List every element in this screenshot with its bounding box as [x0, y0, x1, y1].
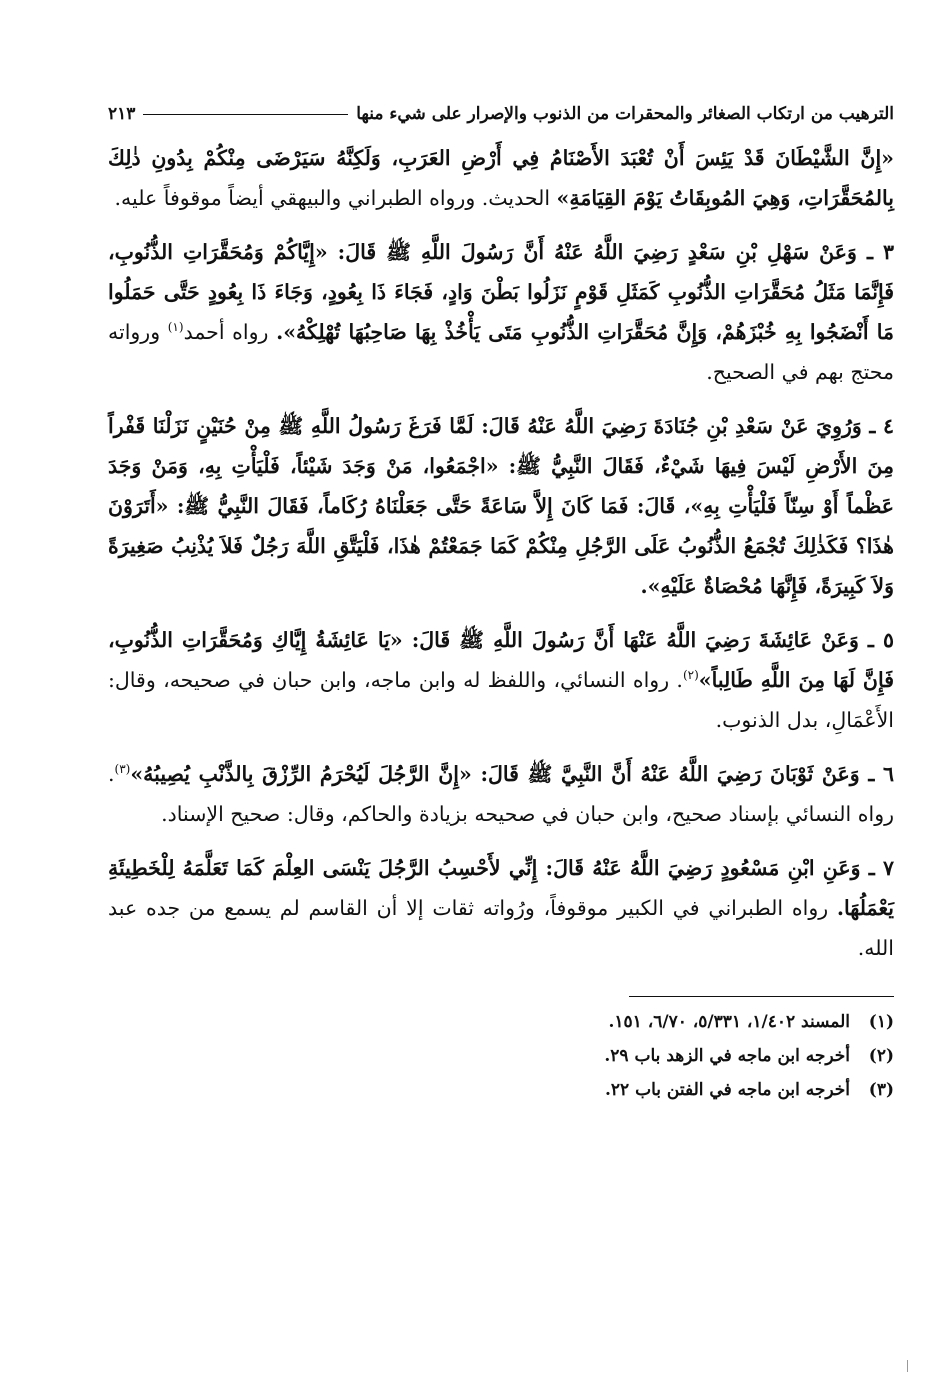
footnote-text: أخرجه ابن ماجه في الزهد باب ٢٩.	[604, 1046, 850, 1066]
paragraph-hadith-5	[108, 620, 894, 740]
scan-edge-mark	[907, 1360, 908, 1372]
paragraph-continuation	[108, 138, 894, 218]
paragraph-hadith-7	[108, 848, 894, 968]
hadith-text: وَعَنْ سَهْلِ بْنِ سَعْدٍ رَضِيَ اللَّهُ عَنْهُ أَنَّ رَسُولَ اللَّهِ ﷺ قَالَ: «إِيَّاكُمْ وَمُحَقَّرَاتِ الذُّنُوبِ، فَإِنَّمَا مَثَلُ مُحَقَّرَاتِ الذُّنُوبِ كَمَثَلِ قَوْمٍ نَزَلُوا بَطْنَ وَادٍ، فَجَاءَ ذَا بِعُودٍ، وَجَاءَ ذَا بِعُودٍ حَتَّى حَمَلُوا مَا أَنْضَجُوا بِهِ خُبْزَهُمْ، وَإِنَّ مُحَقَّرَاتِ الذُّنُوبِ مَتَى يَأْخُذْ بِهَا صَاحِبُهَا تُهْلِكْهُ».	[108, 240, 895, 344]
footnote-text: أخرجه ابن ماجه في الفتن باب ٢٢.	[604, 1080, 850, 1100]
footnote-number: (٢)	[868, 1046, 894, 1066]
paragraph-hadith-4	[108, 406, 894, 606]
footnote-item	[108, 1039, 894, 1073]
hadith-text: وَرُوِيَ عَنْ سَعْدِ بْنِ جُنَادَةَ رَضِيَ اللَّهُ عَنْهُ قَالَ: لَمَّا فَرَغَ رَسُولُ اللَّهِ ﷺ مِنْ حُنَيْنٍ نَزَلْنَا قَفْراً مِنَ الأَرْضِ لَيْسَ فِيهَا شَيْءٌ، فَقَالَ النَّبِيُّ ﷺ: «اجْمَعُوا، مَنْ وَجَدَ شَيْئاً، فَلْيَأْتِ بِهِ، وَمَنْ وَجَدَ عَظْماً أَوْ سِنّاً فَلْيَأْتِ بِهِ»، قَالَ: فَمَا كَانَ إِلاَّ سَاعَةً حَتَّى جَعَلْنَاهُ رُكَاماً، فَقَالَ النَّبِيُّ ﷺ: «أَتَرَوْنَ هٰذَا؟ فَكَذٰلِكَ تُجْمَعُ الذُّنُوبُ عَلَى الرَّجُلِ مِنْكُمْ كَمَا جَمَعْتُمْ هٰذَا، فَلْيَتَّقِ اللَّهَ رَجُلٌ فَلاَ يُذْنِبُ صَغِيرَةً وَلاَ كَبِيرَةً، فَإِنَّهَا مُحْصَاةٌ عَلَيْهِ».	[108, 414, 894, 598]
footnote-ref[interactable]: (١)	[167, 320, 184, 335]
footnote-divider	[629, 996, 894, 997]
body-text	[108, 138, 894, 968]
footnote-number: (١)	[868, 1012, 894, 1032]
header-rule	[143, 114, 348, 115]
hadith-comment: . رواه النسائي بإسناد صحيح، وابن حبان في صحيحه بزيادة والحاكم، وقال: صحيح الإسناد.	[108, 762, 894, 826]
page-number: ٢١٣	[108, 104, 136, 124]
hadith-text: وَعَنِ ابْنِ مَسْعُودٍ رَضِيَ اللَّهُ عَنْهُ قَالَ: إِنِّي لأَحْسِبُ الرَّجُلَ يَنْسَى العِلْمَ كَمَا تَعَلَّمَهُ لِلْخَطِيئَةِ يَعْمَلُهَا.	[108, 856, 894, 920]
book-page	[108, 88, 894, 1107]
running-header	[108, 88, 894, 124]
footnote-item	[108, 1005, 894, 1039]
hadith-comment: الحديث. ورواه الطبراني والبيهقي أيضاً موقوفاً عليه.	[114, 186, 557, 210]
hadith-number: ٤ ـ	[861, 414, 895, 438]
hadith-text: «إِنَّ الشَّيْطَانَ قَدْ يَئِسَ أَنْ تُعْبَدَ الأَصْنَامُ فِي أَرْضِ العَرَبِ، وَلَكِنَّهُ سَيَرْضَى مِنْكُمْ بِدُونِ ذٰلِكَ بِالمُحَقَّرَاتِ، وَهِيَ المُوبِقَاتُ يَوْمَ القِيَامَةِ»	[108, 146, 894, 210]
footnote-number: (٣)	[868, 1080, 894, 1100]
footnotes	[108, 1005, 894, 1107]
footnote-text: المسند ١/٤٠٢، ٥/٣٣١، ٦/٧٠، ١٥١.	[608, 1012, 850, 1032]
paragraph-hadith-6	[108, 754, 894, 834]
hadith-text: وَعَنْ عَائِشَةَ رَضِيَ اللَّهُ عَنْهَا أَنَّ رَسُولَ اللَّهِ ﷺ قَالَ: «يَا عَائِشَةُ إِيَّاكِ وَمُحَقَّرَاتِ الذُّنُوبِ، فَإِنَّ لَهَا مِنَ اللَّهِ طَالِباً»	[108, 628, 894, 692]
hadith-comment-cont: ورواته محتج بهم في الصحيح.	[108, 320, 894, 384]
hadith-comment: . رواه النسائي، واللفظ له وابن ماجه، وابن حبان في صحيحه، وقال: الأَعْمَالِ، بدل الذنوب.	[108, 668, 894, 732]
header-title: الترهيب من ارتكاب الصغائر والمحقرات من الذنوب والإصرار على شيء منها	[356, 104, 894, 124]
hadith-comment: رواه أحمد	[183, 320, 277, 344]
footnote-ref[interactable]: (٢)	[682, 668, 699, 683]
hadith-number: ٦ ـ	[859, 762, 894, 786]
paragraph-hadith-3	[108, 232, 894, 392]
hadith-number: ٣ ـ	[856, 240, 894, 264]
footnote-ref[interactable]: (٣)	[114, 762, 131, 777]
hadith-number: ٥ ـ	[858, 628, 894, 652]
hadith-number: ٧ ـ	[860, 856, 894, 880]
hadith-text: وَعَنْ ثَوْبَانَ رَضِيَ اللَّهُ عَنْهُ أَنَّ النَّبِيَّ ﷺ قَالَ: «إِنَّ الرَّجُلَ لَيُحْرَمُ الرِّزْقَ بِالذَّنْبِ يُصِيبُهُ»	[130, 762, 860, 786]
hadith-comment: رواه الطبراني في الكبير موقوفاً، ورُواته ثقات إلا أن القاسم لم يسمع من جده عبد الله.	[108, 896, 894, 960]
footnote-item	[108, 1073, 894, 1107]
